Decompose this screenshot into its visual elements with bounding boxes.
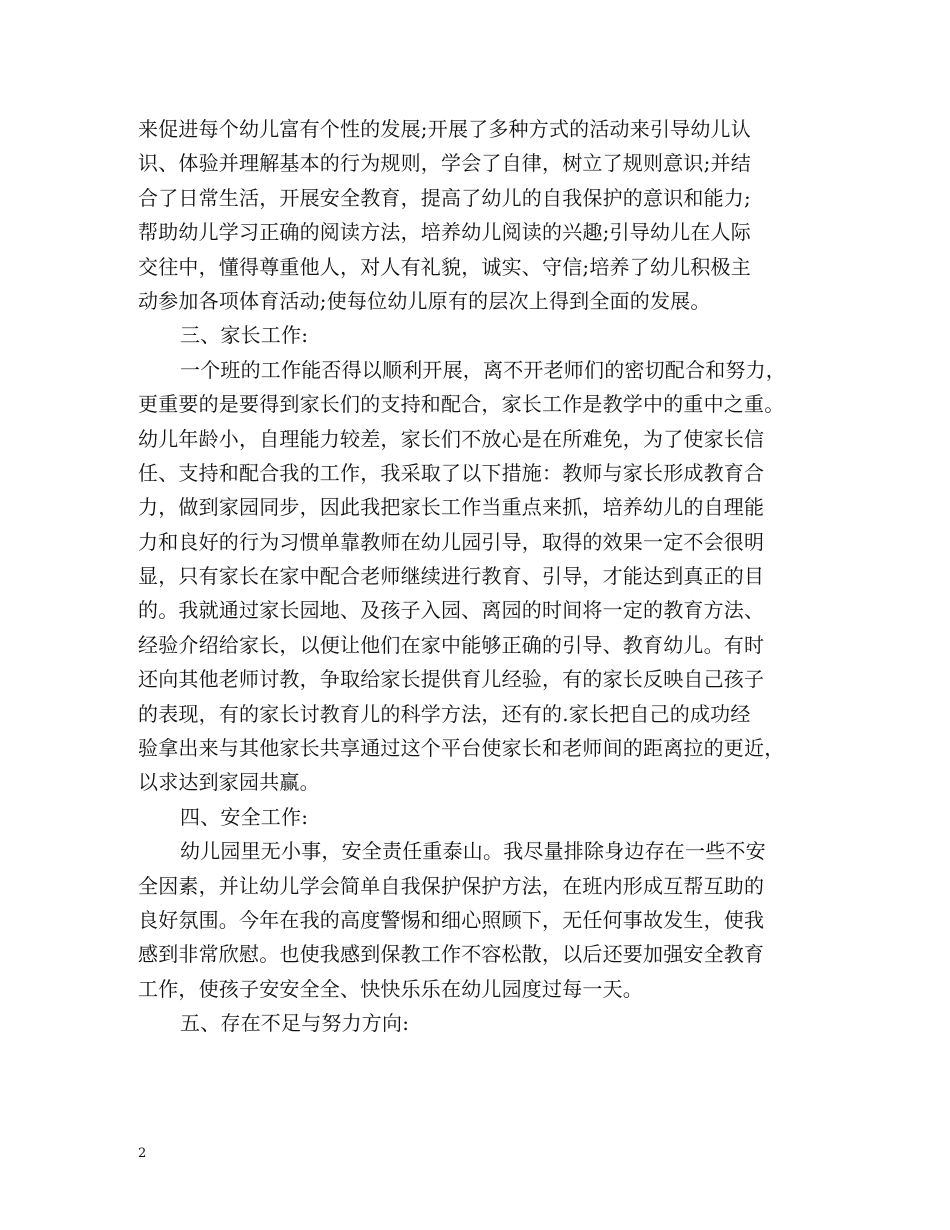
text-line: 的。我就通过家长园地、及孩子入园、离园的时间将一定的教育方法、 [138,598,765,623]
text-line: 帮助幼儿学习正确的阅读方法，培养幼儿阅读的兴趣;引导幼儿在人际 [138,220,751,245]
text-line: 的表现，有的家长讨教育儿的科学方法，还有的.家长把自己的成功经 [138,701,751,726]
text-line: 幼儿年龄小，自理能力较差，家长们不放心是在所难免，为了使家长信 [138,426,765,451]
text-line: 交往中，懂得尊重他人，对人有礼貌，诚实、守信;培养了幼儿积极主 [138,254,751,279]
text-line: 识、体验并理解基本的行为规则，学会了自律，树立了规则意识;并结 [138,151,751,176]
text-line: 还向其他老师讨教，争取给家长提供育儿经验，有的家长反映自己孩子 [138,667,765,692]
text-line: 力，做到家园同步，因此我把家长工作当重点来抓，培养幼儿的自理能 [138,495,765,520]
text-line: 以求达到家园共赢。 [138,770,320,795]
text-line: 幼儿园里无小事，安全责任重泰山。我尽量排除身边存在一些不安 [180,839,766,864]
document-body [138,112,828,1041]
text-line: 良好氛围。今年在我的高度警惕和细心照顾下，无任何事故发生，使我 [138,907,765,932]
text-line: 经验介绍给家长，以便让他们在家中能够正确的引导、教育幼儿。有时 [138,632,765,657]
text-line: 验拿出来与其他家长共享通过这个平台使家长和老师间的距离拉的更近， [138,736,785,761]
text-line: 感到非常欣慰。也使我感到保教工作不容松散，以后还要加强安全教育 [138,942,765,967]
text-line: 五、存在不足与努力方向: [180,1011,410,1036]
page-number: 2 [138,1146,147,1161]
text-line: 全因素，并让幼儿学会简单自我保护保护方法，在班内形成互帮互助的 [138,873,765,898]
text-line: 任、支持和配合我的工作，我采取了以下措施：教师与家长形成教育合 [138,460,765,485]
text-line: 显，只有家长在家中配合老师继续进行教育、引导，才能达到真正的目 [138,564,765,589]
text-line: 更重要的是要得到家长们的支持和配合，家长工作是教学中的重中之重。 [138,392,785,417]
text-line: 工作，使孩子安安全全、快快乐乐在幼儿园度过每一天。 [138,976,643,1001]
text-line: 来促进每个幼儿富有个性的发展;开展了多种方式的活动来引导幼儿认 [138,117,751,141]
text-line: 合了日常生活，开展安全教育，提高了幼儿的自我保护的意识和能力; [138,185,751,210]
text-line: 一个班的工作能否得以顺利开展，离不开老师们的密切配合和努力， [180,357,786,382]
text-line: 动参加各项体育活动;使每位幼儿原有的层次上得到全面的发展。 [138,288,711,313]
text-line: 力和良好的行为习惯单靠教师在幼儿园引导，取得的效果一定不会很明 [138,529,765,554]
text-line: 四、安全工作: [180,804,309,829]
text-line: 三、家长工作: [180,323,309,348]
